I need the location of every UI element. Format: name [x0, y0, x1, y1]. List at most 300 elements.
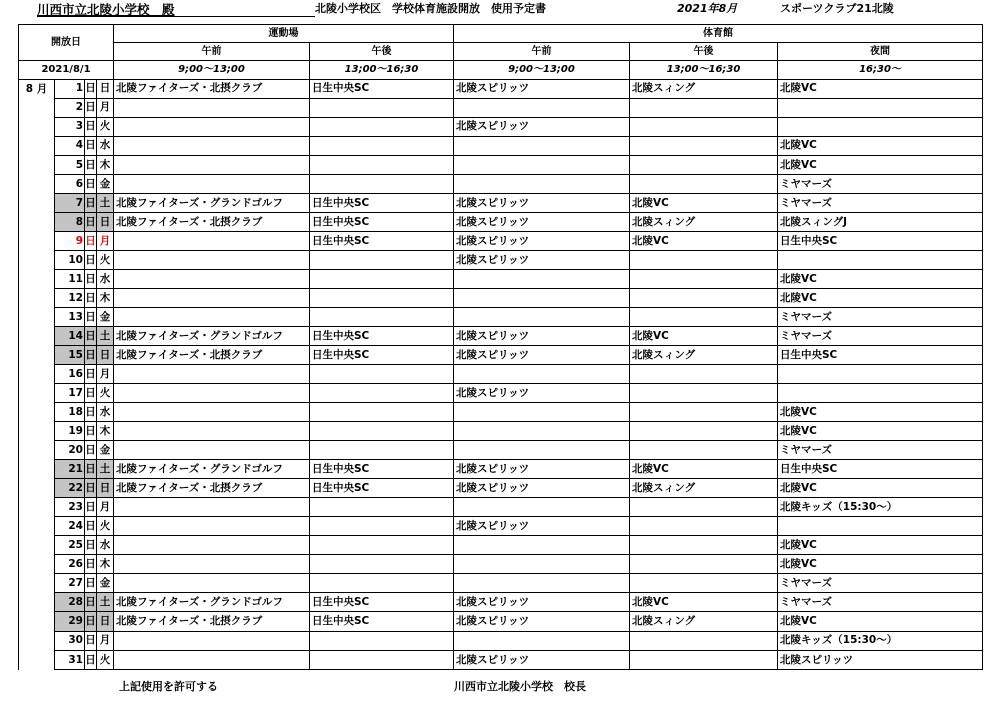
permit-statement: 上記使用を許可する: [119, 680, 218, 693]
weekday: 日: [97, 479, 114, 498]
field-am-cell: 北陵ファイターズ・北摂クラブ: [114, 79, 310, 98]
day-row: [19, 612, 983, 631]
day-suffix: 日: [85, 174, 97, 193]
gym-night-cell: 日生中央SC: [778, 231, 983, 250]
day-row: [19, 212, 983, 231]
field-am-cell: [114, 98, 310, 117]
weekday: 水: [97, 536, 114, 555]
field-am-cell: [114, 155, 310, 174]
day-number: 28: [55, 593, 85, 612]
gym-pm-cell: [630, 441, 778, 460]
field-pm-cell: [310, 174, 454, 193]
field-pm-cell: 日生中央SC: [310, 193, 454, 212]
day-row: [19, 174, 983, 193]
field-pm-cell: [310, 117, 454, 136]
gym-am-cell: [454, 422, 630, 441]
day-number: 22: [55, 479, 85, 498]
gym-am-cell: [454, 269, 630, 288]
gym-night-cell: 北陵VC: [778, 288, 983, 307]
field-am-cell: [114, 574, 310, 593]
gym-night-cell: [778, 365, 983, 384]
day-number: 8: [55, 212, 85, 231]
day-suffix: 日: [85, 136, 97, 155]
gym-am-cell: 北陵スピリッツ: [454, 479, 630, 498]
day-row: [19, 365, 983, 384]
field-pm-cell: [310, 250, 454, 269]
day-number: 21: [55, 460, 85, 479]
field-pm-cell: [310, 403, 454, 422]
day-number: 12: [55, 288, 85, 307]
gym-am-cell: [454, 155, 630, 174]
gym-am-cell: 北陵スピリッツ: [454, 517, 630, 536]
weekday: 土: [97, 460, 114, 479]
weekday: 木: [97, 555, 114, 574]
addressee-title: 川西市立北陵小学校 殿: [37, 2, 175, 17]
field-pm-cell: 日生中央SC: [310, 460, 454, 479]
gym-am-cell: 北陵スピリッツ: [454, 79, 630, 98]
weekday: 木: [97, 155, 114, 174]
field-am-cell: 北陵ファイターズ・グランドゴルフ: [114, 593, 310, 612]
gym-am-cell: [454, 441, 630, 460]
weekday: 日: [97, 346, 114, 365]
gym-am-cell: 北陵スピリッツ: [454, 346, 630, 365]
day-row: [19, 498, 983, 517]
day-row: [19, 536, 983, 555]
day-number: 10: [55, 250, 85, 269]
field-am-cell: [114, 269, 310, 288]
document-title: 北陵小学校区 学校体育施設開放 使用予定書: [315, 2, 546, 15]
gym-night-header: 夜間: [778, 43, 983, 61]
day-number: 3: [55, 117, 85, 136]
club-name: スポーツクラブ21北陵: [780, 2, 894, 15]
day-number: 11: [55, 269, 85, 288]
day-suffix: 日: [85, 517, 97, 536]
field-pm-cell: 日生中央SC: [310, 612, 454, 631]
day-suffix: 日: [85, 79, 97, 98]
weekday: 水: [97, 136, 114, 155]
day-number: 4: [55, 136, 85, 155]
field-am-cell: [114, 174, 310, 193]
weekday: 火: [97, 517, 114, 536]
field-pm-cell: [310, 574, 454, 593]
header-row-time: [19, 61, 983, 79]
gym-pm-cell: [630, 288, 778, 307]
gym-night-cell: [778, 98, 983, 117]
day-row: [19, 155, 983, 174]
day-suffix: 日: [85, 231, 97, 250]
weekday: 火: [97, 250, 114, 269]
day-suffix: 日: [85, 384, 97, 403]
weekday: 土: [97, 593, 114, 612]
gym-am-cell: 北陵スピリッツ: [454, 250, 630, 269]
day-row: [19, 327, 983, 346]
day-number: 9: [55, 231, 85, 250]
day-row: [19, 422, 983, 441]
day-suffix: 日: [85, 327, 97, 346]
day-number: 27: [55, 574, 85, 593]
day-number: 31: [55, 650, 85, 669]
day-suffix: 日: [85, 117, 97, 136]
weekday: 日: [97, 212, 114, 231]
gym-night-cell: 北陵VC: [778, 155, 983, 174]
gym-night-cell: 北陵VC: [778, 536, 983, 555]
day-suffix: 日: [85, 593, 97, 612]
weekday: 月: [97, 498, 114, 517]
weekday: 木: [97, 288, 114, 307]
gym-night-cell: ミヤマーズ: [778, 174, 983, 193]
day-suffix: 日: [85, 288, 97, 307]
gym-night-cell: ミヤマーズ: [778, 593, 983, 612]
field-am-cell: 北陵ファイターズ・グランドゴルフ: [114, 327, 310, 346]
field-pm-cell: [310, 498, 454, 517]
header-row-period: [19, 43, 983, 61]
gym-night-cell: 北陵VC: [778, 79, 983, 98]
gym-pm-cell: [630, 269, 778, 288]
day-suffix: 日: [85, 555, 97, 574]
day-row: [19, 307, 983, 326]
day-number: 19: [55, 422, 85, 441]
month-label: 2021年8月: [677, 2, 738, 15]
day-row: [19, 288, 983, 307]
open-day-date: 2021/8/1: [19, 61, 114, 79]
weekday: 金: [97, 174, 114, 193]
gym-pm-cell: 北陵スィング: [630, 79, 778, 98]
weekday: 日: [97, 79, 114, 98]
day-number: 26: [55, 555, 85, 574]
gym-pm-cell: [630, 631, 778, 650]
gym-night-cell: [778, 250, 983, 269]
day-number: 2: [55, 98, 85, 117]
day-number: 29: [55, 612, 85, 631]
gym-header: 体育館: [454, 25, 983, 43]
field-header: 運動場: [114, 25, 454, 43]
day-row: [19, 269, 983, 288]
weekday: 火: [97, 117, 114, 136]
gym-pm-cell: 北陵VC: [630, 231, 778, 250]
weekday: 木: [97, 422, 114, 441]
day-number: 30: [55, 631, 85, 650]
open-day-header: 開放日: [19, 25, 114, 61]
gym-pm-cell: [630, 536, 778, 555]
gym-am-cell: 北陵スピリッツ: [454, 231, 630, 250]
field-pm-cell: [310, 155, 454, 174]
day-number: 24: [55, 517, 85, 536]
weekday: 火: [97, 384, 114, 403]
gym-pm-cell: [630, 498, 778, 517]
gym-night-cell: ミヤマーズ: [778, 193, 983, 212]
gym-night-time: 16;30～: [778, 61, 983, 79]
gym-night-cell: 北陵スピリッツ: [778, 650, 983, 669]
field-am-cell: [114, 441, 310, 460]
gym-am-cell: 北陵スピリッツ: [454, 117, 630, 136]
day-suffix: 日: [85, 479, 97, 498]
day-row: [19, 479, 983, 498]
day-suffix: 日: [85, 498, 97, 517]
day-row: [19, 517, 983, 536]
day-number: 15: [55, 346, 85, 365]
gym-pm-time: 13;00～16;30: [630, 61, 778, 79]
field-am-cell: [114, 555, 310, 574]
weekday: 月: [97, 98, 114, 117]
day-number: 16: [55, 365, 85, 384]
gym-pm-cell: 北陵スィング: [630, 212, 778, 231]
day-row: [19, 574, 983, 593]
gym-am-cell: [454, 136, 630, 155]
gym-am-time: 9;00～13;00: [454, 61, 630, 79]
gym-am-cell: [454, 307, 630, 326]
gym-night-cell: [778, 384, 983, 403]
field-pm-cell: 日生中央SC: [310, 593, 454, 612]
weekday: 火: [97, 650, 114, 669]
gym-am-cell: 北陵スピリッツ: [454, 327, 630, 346]
gym-night-cell: ミヤマーズ: [778, 441, 983, 460]
gym-night-cell: 北陵キッズ（15:30～）: [778, 498, 983, 517]
gym-night-cell: 日生中央SC: [778, 460, 983, 479]
weekday: 土: [97, 193, 114, 212]
day-suffix: 日: [85, 536, 97, 555]
day-suffix: 日: [85, 422, 97, 441]
field-pm-cell: [310, 136, 454, 155]
day-suffix: 日: [85, 307, 97, 326]
field-pm-cell: [310, 555, 454, 574]
field-pm-cell: 日生中央SC: [310, 212, 454, 231]
gym-am-cell: [454, 288, 630, 307]
day-number: 17: [55, 384, 85, 403]
day-suffix: 日: [85, 460, 97, 479]
gym-am-cell: [454, 555, 630, 574]
gym-pm-cell: 北陵VC: [630, 460, 778, 479]
field-pm-cell: 日生中央SC: [310, 231, 454, 250]
principal-signature-line: 川西市立北陵小学校 校長: [454, 680, 586, 693]
gym-night-cell: [778, 517, 983, 536]
month-cell: 8 月: [19, 79, 55, 669]
day-number: 18: [55, 403, 85, 422]
field-pm-cell: 日生中央SC: [310, 479, 454, 498]
gym-night-cell: 日生中央SC: [778, 346, 983, 365]
day-number: 7: [55, 193, 85, 212]
gym-night-cell: 北陵VC: [778, 422, 983, 441]
day-row: [19, 593, 983, 612]
field-am-header: 午前: [114, 43, 310, 61]
gym-pm-cell: [630, 365, 778, 384]
field-am-cell: 北陵ファイターズ・北摂クラブ: [114, 612, 310, 631]
gym-pm-cell: 北陵スィング: [630, 346, 778, 365]
gym-pm-cell: [630, 117, 778, 136]
gym-pm-cell: [630, 136, 778, 155]
field-am-cell: 北陵ファイターズ・北摂クラブ: [114, 212, 310, 231]
weekday: 金: [97, 441, 114, 460]
weekday: 金: [97, 307, 114, 326]
gym-night-cell: 北陵VC: [778, 612, 983, 631]
gym-am-cell: 北陵スピリッツ: [454, 384, 630, 403]
field-am-cell: 北陵ファイターズ・北摂クラブ: [114, 479, 310, 498]
field-am-cell: [114, 365, 310, 384]
field-pm-cell: [310, 536, 454, 555]
gym-night-cell: ミヤマーズ: [778, 327, 983, 346]
day-suffix: 日: [85, 250, 97, 269]
gym-am-cell: [454, 536, 630, 555]
gym-am-cell: 北陵スピリッツ: [454, 650, 630, 669]
field-am-cell: [114, 498, 310, 517]
field-am-cell: [114, 631, 310, 650]
weekday: 日: [97, 612, 114, 631]
gym-pm-cell: [630, 650, 778, 669]
gym-night-cell: 北陵VC: [778, 403, 983, 422]
field-am-cell: [114, 250, 310, 269]
weekday: 月: [97, 365, 114, 384]
gym-pm-cell: 北陵VC: [630, 193, 778, 212]
day-row: [19, 193, 983, 212]
day-row: [19, 79, 983, 98]
gym-pm-cell: 北陵スィング: [630, 479, 778, 498]
field-am-cell: [114, 403, 310, 422]
day-number: 1: [55, 79, 85, 98]
day-suffix: 日: [85, 98, 97, 117]
field-am-cell: [114, 117, 310, 136]
day-suffix: 日: [85, 612, 97, 631]
field-pm-cell: [310, 307, 454, 326]
title-underline: [37, 16, 315, 17]
gym-night-cell: 北陵キッズ（15:30～）: [778, 631, 983, 650]
gym-pm-cell: [630, 98, 778, 117]
weekday: 土: [97, 327, 114, 346]
day-row: [19, 231, 983, 250]
field-am-cell: [114, 536, 310, 555]
field-pm-cell: [310, 365, 454, 384]
day-suffix: 日: [85, 365, 97, 384]
day-suffix: 日: [85, 441, 97, 460]
day-suffix: 日: [85, 346, 97, 365]
gym-am-cell: [454, 631, 630, 650]
day-number: 23: [55, 498, 85, 517]
gym-am-cell: [454, 574, 630, 593]
field-pm-cell: [310, 288, 454, 307]
gym-am-cell: [454, 174, 630, 193]
day-suffix: 日: [85, 650, 97, 669]
gym-night-cell: 北陵VC: [778, 555, 983, 574]
day-suffix: 日: [85, 403, 97, 422]
day-suffix: 日: [85, 212, 97, 231]
day-row: [19, 650, 983, 669]
day-number: 6: [55, 174, 85, 193]
weekday: 水: [97, 269, 114, 288]
gym-pm-cell: [630, 422, 778, 441]
gym-am-cell: 北陵スピリッツ: [454, 612, 630, 631]
field-pm-cell: [310, 422, 454, 441]
day-row: [19, 117, 983, 136]
gym-am-cell: [454, 498, 630, 517]
field-am-cell: [114, 517, 310, 536]
day-row: [19, 403, 983, 422]
day-row: [19, 441, 983, 460]
gym-am-cell: [454, 98, 630, 117]
gym-pm-cell: [630, 250, 778, 269]
field-pm-cell: [310, 650, 454, 669]
day-row: [19, 250, 983, 269]
gym-pm-cell: [630, 307, 778, 326]
field-pm-cell: [310, 631, 454, 650]
day-row: [19, 346, 983, 365]
field-pm-time: 13;00～16;30: [310, 61, 454, 79]
field-am-cell: [114, 650, 310, 669]
day-row: [19, 555, 983, 574]
gym-am-cell: [454, 365, 630, 384]
day-suffix: 日: [85, 574, 97, 593]
gym-night-cell: 北陵スィングJ: [778, 212, 983, 231]
schedule-table: [18, 24, 983, 670]
gym-pm-cell: [630, 517, 778, 536]
weekday: 月: [97, 231, 114, 250]
day-suffix: 日: [85, 631, 97, 650]
gym-pm-cell: [630, 403, 778, 422]
gym-am-cell: 北陵スピリッツ: [454, 193, 630, 212]
field-am-cell: [114, 307, 310, 326]
field-pm-cell: 日生中央SC: [310, 346, 454, 365]
weekday: 金: [97, 574, 114, 593]
field-am-cell: 北陵ファイターズ・グランドゴルフ: [114, 460, 310, 479]
field-pm-cell: 日生中央SC: [310, 327, 454, 346]
field-am-cell: [114, 136, 310, 155]
gym-pm-cell: 北陵スィング: [630, 612, 778, 631]
field-am-cell: [114, 422, 310, 441]
gym-pm-cell: [630, 384, 778, 403]
gym-am-cell: 北陵スピリッツ: [454, 460, 630, 479]
gym-night-cell: 北陵VC: [778, 479, 983, 498]
field-am-time: 9;00～13;00: [114, 61, 310, 79]
gym-night-cell: 北陵VC: [778, 269, 983, 288]
day-row: [19, 384, 983, 403]
day-suffix: 日: [85, 269, 97, 288]
gym-am-cell: [454, 403, 630, 422]
gym-am-cell: 北陵スピリッツ: [454, 593, 630, 612]
gym-night-cell: [778, 117, 983, 136]
gym-pm-cell: 北陵VC: [630, 593, 778, 612]
gym-pm-header: 午後: [630, 43, 778, 61]
gym-night-cell: 北陵VC: [778, 136, 983, 155]
gym-pm-cell: [630, 155, 778, 174]
field-pm-cell: 日生中央SC: [310, 79, 454, 98]
field-pm-header: 午後: [310, 43, 454, 61]
field-am-cell: [114, 384, 310, 403]
gym-night-cell: ミヤマーズ: [778, 307, 983, 326]
gym-am-header: 午前: [454, 43, 630, 61]
day-row: [19, 460, 983, 479]
field-pm-cell: [310, 517, 454, 536]
header-row-facility: [19, 25, 983, 43]
field-am-cell: [114, 288, 310, 307]
day-number: 13: [55, 307, 85, 326]
field-pm-cell: [310, 384, 454, 403]
day-number: 5: [55, 155, 85, 174]
day-suffix: 日: [85, 155, 97, 174]
day-number: 20: [55, 441, 85, 460]
weekday: 月: [97, 631, 114, 650]
field-pm-cell: [310, 441, 454, 460]
day-row: [19, 136, 983, 155]
field-pm-cell: [310, 269, 454, 288]
field-am-cell: 北陵ファイターズ・グランドゴルフ: [114, 193, 310, 212]
gym-am-cell: 北陵スピリッツ: [454, 212, 630, 231]
day-row: [19, 631, 983, 650]
day-suffix: 日: [85, 193, 97, 212]
field-am-cell: [114, 231, 310, 250]
day-row: [19, 98, 983, 117]
field-pm-cell: [310, 98, 454, 117]
field-am-cell: 北陵ファイターズ・北摂クラブ: [114, 346, 310, 365]
day-number: 25: [55, 536, 85, 555]
gym-pm-cell: [630, 555, 778, 574]
gym-pm-cell: [630, 574, 778, 593]
